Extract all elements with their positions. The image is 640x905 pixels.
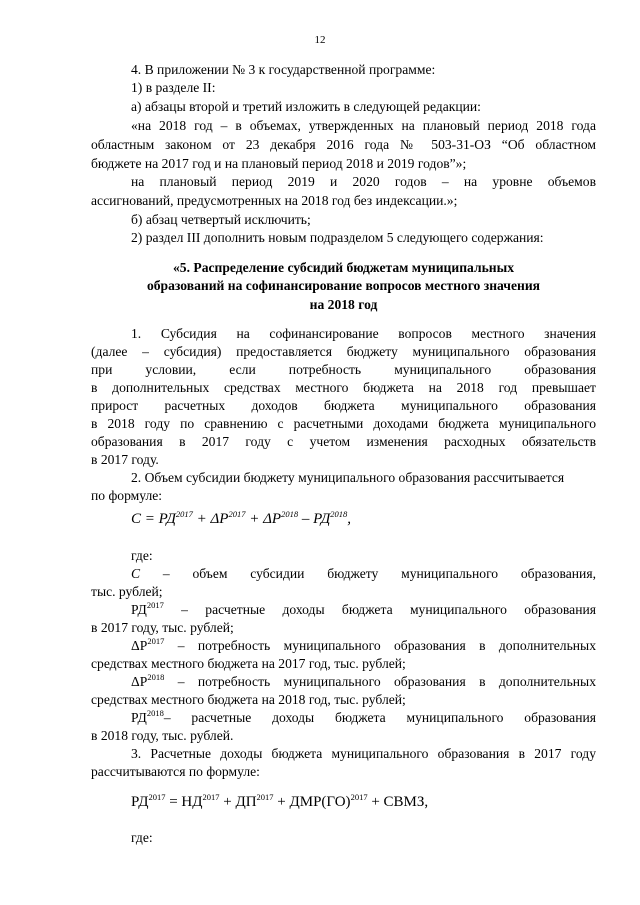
- paragraph-line: в дополнительных средствах местного бюджета на 2018 год превышает: [91, 380, 596, 395]
- definition-line: средствах местного бюджета на 2017 год, тыс. рублей;: [91, 656, 406, 671]
- paragraph-line: 3. Расчетные доходы бюджета муниципального образования в 2017 году: [131, 746, 596, 761]
- where-label: где:: [131, 548, 153, 563]
- intro-line: а) абзацы второй и третий изложить в следующей редакции:: [131, 99, 481, 114]
- intro-line: б) абзац четвертый исключить;: [131, 212, 311, 227]
- section-heading: «5. Распределение субсидий бюджетам муниципальных: [173, 260, 514, 275]
- paragraph-line: образования в 2017 году с учетом изменения расходных обязательств: [91, 434, 596, 449]
- intro-line: бюджете на 2017 год и на плановый период 2018 и 2019 годов”»;: [91, 156, 467, 171]
- definition-line: $\Delta Р^{2018}$ – потребность муниципального образования в дополнительных: [131, 672, 596, 689]
- definition-line: $\Delta Р^{2017}$ – потребность муниципального образования в дополнительных: [131, 636, 596, 653]
- definition-line: в 2017 году, тыс. рублей;: [91, 620, 234, 635]
- paragraph-line: 2. Объем субсидии бюджету муниципального образования рассчитывается: [131, 470, 565, 485]
- paragraph-line: в 2018 году по сравнению с расчетными доходами бюджета муниципального: [91, 416, 596, 431]
- definition-line: тыс. рублей;: [91, 584, 163, 599]
- section-heading: образований на софинансирование вопросов местного значения: [146, 278, 541, 293]
- intro-line: областным законом от 23 декабря 2016 года № 503-31-ОЗ “Об областном: [91, 137, 596, 152]
- definition-line: средствах местного бюджета на 2018 год, тыс. рублей;: [91, 692, 406, 707]
- where-label: где:: [131, 830, 153, 845]
- intro-line: 4. В приложении № 3 к государственной программе:: [131, 62, 436, 77]
- paragraph-line: прирост расчетных доходов бюджета муниципального образования: [91, 398, 596, 413]
- definition-line: С – объем субсидии бюджету муниципального образования,: [131, 566, 596, 581]
- definition-line: в 2018 году, тыс. рублей.: [91, 728, 234, 743]
- paragraph-line: в 2017 году.: [91, 452, 159, 467]
- page-number: 12: [314, 34, 326, 46]
- intro-line: 2) раздел III дополнить новым подразделом 5 следующего содержания:: [131, 230, 544, 245]
- intro-line: ассигнований, предусмотренных на 2018 год без индексации.»;: [91, 193, 458, 208]
- section-heading: на 2018 год: [309, 297, 378, 312]
- paragraph-line: 1. Субсидия на софинансирование вопросов местного значения: [131, 326, 596, 341]
- intro-line: «на 2018 год – в объемах, утвержденных на плановый период 2018 года: [131, 118, 596, 133]
- paragraph-line: рассчитываются по формуле:: [91, 764, 260, 779]
- paragraph-line: при условии, если потребность муниципального образования: [91, 362, 596, 377]
- intro-line: на плановый период 2019 и 2020 годов – на уровне объемов: [131, 174, 596, 189]
- paragraph-line: по формуле:: [91, 488, 163, 503]
- intro-line: 1) в разделе II:: [131, 80, 216, 95]
- income-formula: $РД^{2017} = НД^{2017} + ДП^{2017} + ДМР(ГО)^{2017}$ + СВМЗ,: [131, 792, 429, 810]
- definition-line: $РД^{2018}-$ расчетные доходы бюджета муниципального образования: [131, 708, 596, 725]
- paragraph-line: (далее – субсидия) предоставляется бюджету муниципального образования: [91, 344, 596, 359]
- definition-line: $РД^{2017}$ – расчетные доходы бюджета муниципального образования: [131, 600, 596, 617]
- subsidy-formula: $С = РД^{2017} + \Delta Р^{2017} + \Delta Р^{2018} - РД^{2018}$,: [131, 509, 352, 527]
